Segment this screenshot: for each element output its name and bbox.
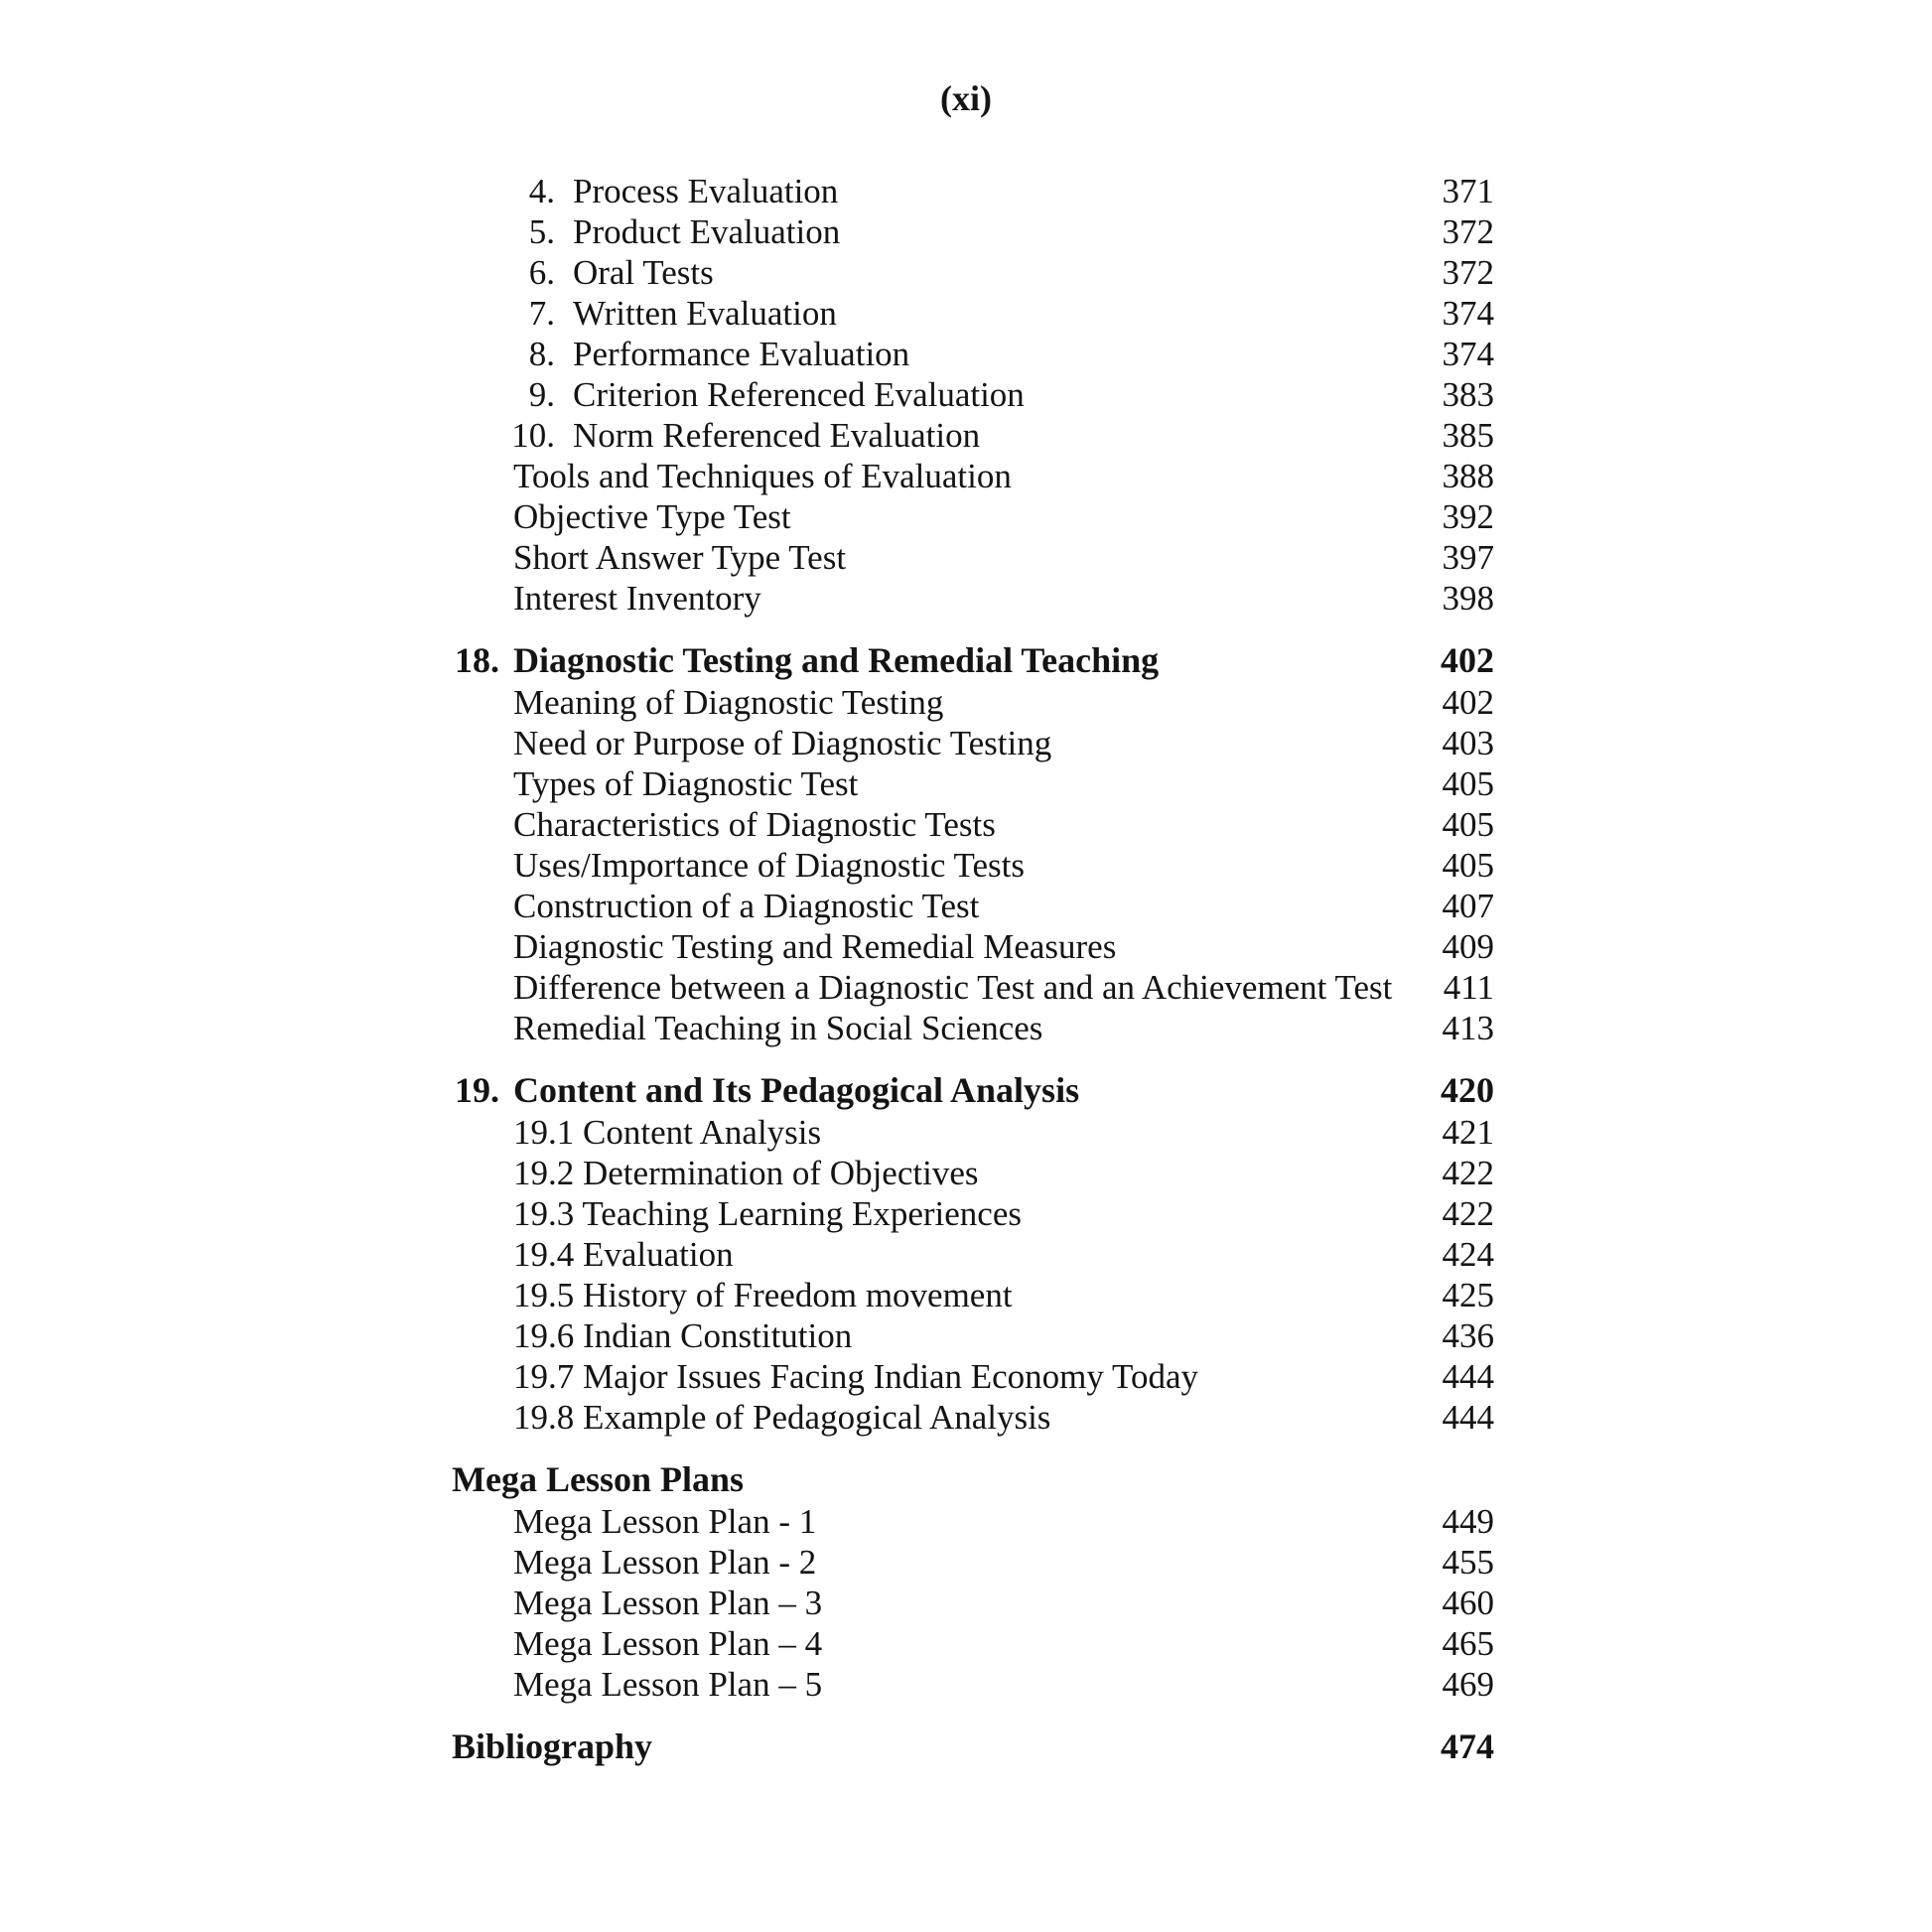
entry-page: 405: [1442, 805, 1494, 844]
toc-entry[interactable]: [452, 252, 1494, 293]
chapter-number: 19.: [455, 1070, 499, 1110]
entry-title: Diagnostic Testing and Remedial Measures: [513, 927, 1117, 966]
toc-entry[interactable]: [452, 171, 1494, 211]
entry-title: Written Evaluation: [573, 294, 837, 333]
entry-page: 405: [1442, 764, 1494, 803]
entry-page: 388: [1442, 457, 1494, 495]
entry-title: Oral Tests: [573, 253, 714, 292]
entry-title: Norm Referenced Evaluation: [573, 416, 981, 455]
entry-page: 372: [1442, 212, 1494, 251]
entry-page: 372: [1442, 253, 1494, 292]
entry-page: 424: [1442, 1235, 1494, 1274]
entry-page: 411: [1443, 968, 1494, 1007]
entry-page: 469: [1442, 1665, 1494, 1704]
entry-page: 402: [1442, 683, 1494, 722]
entry-page: 422: [1442, 1194, 1494, 1233]
toc-entry[interactable]: [452, 334, 1494, 374]
entry-title: 19.1 Content Analysis: [513, 1113, 822, 1152]
entry-title: Tools and Techniques of Evaluation: [513, 457, 1012, 495]
chapter-page: 402: [1441, 640, 1494, 680]
toc-entry[interactable]: [452, 415, 1494, 456]
entry-page: 444: [1442, 1357, 1494, 1396]
entry-title: Product Evaluation: [573, 212, 841, 251]
table-of-contents: [452, 171, 1494, 1768]
entry-title: Mega Lesson Plan – 5: [513, 1665, 823, 1704]
entry-page: 383: [1442, 375, 1494, 414]
entry-number: 4.: [528, 172, 555, 210]
toc-entry[interactable]: [452, 1397, 1494, 1438]
entry-title: Need or Purpose of Diagnostic Testing: [513, 724, 1052, 762]
entry-title: 19.4 Evaluation: [513, 1235, 734, 1274]
toc-entry[interactable]: [452, 293, 1494, 334]
toc-entry[interactable]: [452, 537, 1494, 578]
entry-page: 465: [1442, 1624, 1494, 1663]
toc-entry[interactable]: [452, 1315, 1494, 1356]
entry-title: Uses/Importance of Diagnostic Tests: [513, 846, 1025, 885]
entry-number: 5.: [528, 212, 555, 251]
entry-title: Objective Type Test: [513, 497, 791, 536]
entry-title: 19.2 Determination of Objectives: [513, 1154, 979, 1192]
entry-page: 460: [1442, 1584, 1494, 1622]
chapter-title: Content and Its Pedagogical Analysis: [513, 1070, 1080, 1110]
entry-number: 7.: [528, 294, 555, 333]
entry-page: 409: [1442, 927, 1494, 966]
entry-title: 19.5 History of Freedom movement: [513, 1276, 1013, 1314]
entry-number: 10.: [511, 416, 555, 455]
section-heading-mega-lesson-plans[interactable]: [452, 1457, 1494, 1501]
toc-entry[interactable]: [452, 1193, 1494, 1234]
entry-page: 449: [1442, 1502, 1494, 1541]
toc-entry[interactable]: [452, 763, 1494, 804]
toc-entry[interactable]: [452, 1664, 1494, 1705]
toc-entry[interactable]: [452, 578, 1494, 619]
entry-title: Meaning of Diagnostic Testing: [513, 683, 944, 722]
entry-title: 19.3 Teaching Learning Experiences: [513, 1194, 1022, 1233]
entry-title: Mega Lesson Plan - 2: [513, 1543, 817, 1582]
entry-page: 407: [1442, 887, 1494, 925]
section-heading-bibliography[interactable]: [452, 1725, 1494, 1768]
entry-title: Types of Diagnostic Test: [513, 764, 859, 803]
entry-title: Mega Lesson Plan – 4: [513, 1624, 823, 1663]
entry-page: 413: [1442, 1009, 1494, 1047]
entry-page: 422: [1442, 1154, 1494, 1192]
chapter-heading[interactable]: [452, 638, 1494, 682]
chapter-number: 18.: [455, 640, 499, 680]
toc-entry[interactable]: [452, 967, 1494, 1008]
entry-number: 6.: [528, 253, 555, 292]
chapter-heading[interactable]: [452, 1068, 1494, 1112]
toc-entry[interactable]: [452, 723, 1494, 763]
page-number: (xi): [940, 78, 992, 118]
chapter-title: Diagnostic Testing and Remedial Teaching: [513, 640, 1160, 680]
toc-entry[interactable]: [452, 682, 1494, 723]
entry-page: 436: [1442, 1316, 1494, 1355]
toc-entry[interactable]: [452, 456, 1494, 496]
entry-page: 397: [1442, 538, 1494, 577]
entry-title: Remedial Teaching in Social Sciences: [513, 1009, 1043, 1047]
entry-page: 455: [1442, 1543, 1494, 1582]
toc-entry[interactable]: [452, 804, 1494, 845]
entry-page: 405: [1442, 846, 1494, 885]
entry-title: Process Evaluation: [573, 172, 839, 210]
entry-title: 19.7 Major Issues Facing Indian Economy Today: [513, 1357, 1198, 1396]
entry-page: 371: [1442, 172, 1494, 210]
entry-title: Difference between a Diagnostic Test and an Achievement Test: [513, 968, 1393, 1007]
toc-entry[interactable]: [452, 1234, 1494, 1275]
section-title: Bibliography: [452, 1726, 653, 1766]
section-page: 474: [1441, 1726, 1494, 1766]
toc-entry[interactable]: [452, 845, 1494, 886]
toc-entry[interactable]: [452, 374, 1494, 415]
entry-page: 392: [1442, 497, 1494, 536]
entry-page: 403: [1442, 724, 1494, 762]
toc-entry[interactable]: [452, 1008, 1494, 1048]
entry-number: 9.: [528, 375, 555, 414]
entry-title: 19.8 Example of Pedagogical Analysis: [513, 1398, 1051, 1437]
entry-page: 421: [1442, 1113, 1494, 1152]
entry-title: Criterion Referenced Evaluation: [573, 375, 1025, 414]
entry-title: Performance Evaluation: [573, 335, 910, 373]
entry-page: 425: [1442, 1276, 1494, 1314]
toc-entry[interactable]: [452, 1112, 1494, 1153]
toc-entry[interactable]: [452, 211, 1494, 252]
entry-page: 385: [1442, 416, 1494, 455]
toc-entry[interactable]: [452, 1583, 1494, 1623]
chapter-page: 420: [1441, 1070, 1494, 1110]
entry-page: 374: [1442, 294, 1494, 333]
entry-title: Mega Lesson Plan – 3: [513, 1584, 823, 1622]
toc-entry[interactable]: [452, 926, 1494, 967]
entry-title: Mega Lesson Plan - 1: [513, 1502, 817, 1541]
entry-page: 444: [1442, 1398, 1494, 1437]
toc-entry[interactable]: [452, 496, 1494, 537]
entry-title: Characteristics of Diagnostic Tests: [513, 805, 996, 844]
toc-entry[interactable]: [452, 1275, 1494, 1315]
toc-entry[interactable]: [452, 1542, 1494, 1583]
entry-page: 374: [1442, 335, 1494, 373]
toc-entry[interactable]: [452, 1356, 1494, 1397]
toc-entry[interactable]: [452, 1623, 1494, 1664]
entry-title: Interest Inventory: [513, 579, 761, 618]
entry-title: 19.6 Indian Constitution: [513, 1316, 853, 1355]
entry-title: Short Answer Type Test: [513, 538, 847, 577]
section-title: Mega Lesson Plans: [452, 1459, 745, 1499]
entry-number: 8.: [528, 335, 555, 373]
entry-title: Construction of a Diagnostic Test: [513, 887, 980, 925]
toc-entry[interactable]: [452, 1153, 1494, 1193]
toc-entry[interactable]: [452, 886, 1494, 926]
toc-entry[interactable]: [452, 1501, 1494, 1542]
entry-page: 398: [1442, 579, 1494, 618]
